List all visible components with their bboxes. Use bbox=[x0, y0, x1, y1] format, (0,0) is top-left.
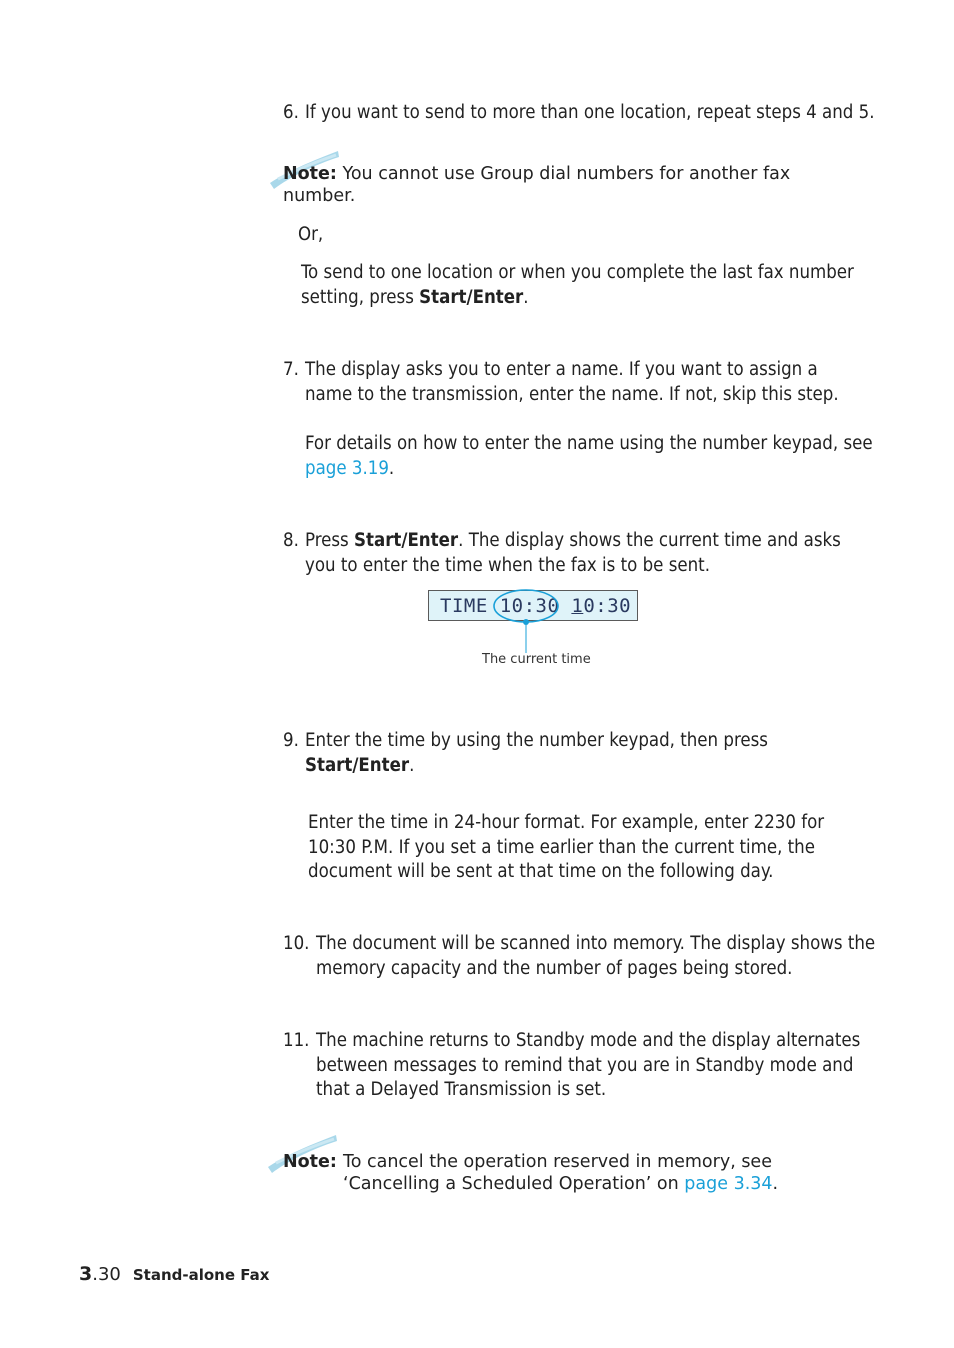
detail-text: For details on how to enter the name using the number keypad, see bbox=[305, 433, 873, 454]
page-number: .30 bbox=[92, 1264, 121, 1285]
note-text: You cannot use Group dial numbers for another fax number. bbox=[283, 164, 791, 206]
alt-text: To send to one location or when you complete the last fax number setting, press bbox=[301, 262, 854, 308]
start-enter-key: Start/Enter bbox=[305, 754, 410, 776]
start-enter-key: Start/Enter bbox=[354, 530, 459, 551]
note-1 bbox=[283, 163, 843, 207]
lcd-entry-cursor: 1 bbox=[571, 595, 584, 617]
step-number: 9. bbox=[283, 730, 299, 751]
step-number: 10. bbox=[283, 933, 310, 954]
page-link-3-34[interactable]: page 3.34 bbox=[684, 1174, 773, 1194]
note-label: Note: bbox=[283, 1152, 337, 1172]
start-enter-key: Start/Enter bbox=[419, 286, 524, 308]
step-text bbox=[283, 729, 785, 778]
step-11 bbox=[283, 1029, 883, 1103]
step-6 bbox=[283, 101, 883, 126]
note-label: Note: bbox=[283, 164, 337, 184]
step-text: The machine returns to Standby mode and the display alternates between messages to remind that you are in Standby mode and that a Delayed Transmission is set. bbox=[316, 1030, 861, 1100]
step-number: 6. bbox=[283, 102, 299, 123]
lcd-entry-time: 0:30 bbox=[583, 595, 632, 617]
note-line-2-text: ‘Cancelling a Scheduled Operation’ on bbox=[343, 1174, 685, 1194]
step-10 bbox=[283, 932, 883, 981]
chapter-title: Stand-alone Fax bbox=[132, 1266, 270, 1284]
callout-caption: The current time bbox=[482, 652, 591, 667]
note-line-2 bbox=[283, 1173, 843, 1195]
step-text-post: . The display shows the current time and asks you to enter the time when the fax is to be sent. bbox=[305, 530, 841, 576]
note-line-2-post: . bbox=[772, 1174, 779, 1194]
step-text bbox=[283, 529, 853, 578]
step-text-pre: Press bbox=[305, 530, 355, 551]
page-footer bbox=[79, 1263, 269, 1285]
step-text-post: . bbox=[409, 754, 415, 776]
lcd-current-time: 10:30 bbox=[499, 595, 560, 617]
alt-post: . bbox=[523, 286, 529, 308]
step-text: If you want to send to more than one location, repeat steps 4 and 5. bbox=[305, 102, 875, 123]
step-detail bbox=[283, 432, 883, 481]
step-7 bbox=[283, 358, 883, 481]
step-6-alternative bbox=[301, 261, 871, 310]
page-link-3-19[interactable]: page 3.19 bbox=[305, 457, 389, 479]
step-number: 7. bbox=[283, 359, 299, 380]
step-number: 11. bbox=[283, 1030, 310, 1051]
step-8 bbox=[283, 529, 883, 578]
step-detail: Enter the time in 24-hour format. For example, enter 2230 for 10:30 P.M. If you set a time earlier than the current time, the document will be sent at that time on the following day. bbox=[308, 812, 825, 882]
or-label: Or, bbox=[298, 224, 324, 245]
step-9 bbox=[283, 729, 883, 885]
step-number: 8. bbox=[283, 530, 299, 551]
step-text: The document will be scanned into memory. The display shows the memory capacity and the number of pages being stored. bbox=[316, 933, 876, 979]
note-2 bbox=[283, 1151, 843, 1195]
lcd-label: TIME bbox=[440, 595, 488, 617]
step-text-pre: Enter the time by using the number keypad, then press bbox=[305, 730, 768, 751]
or-text bbox=[298, 223, 898, 248]
detail-post: . bbox=[388, 457, 395, 479]
step-text: The display asks you to enter a name. If you want to assign a name to the transmission, enter the name. If not, skip this step. bbox=[305, 359, 839, 405]
note-line-1: To cancel the operation reserved in memory, see bbox=[343, 1152, 772, 1172]
current-time-callout bbox=[488, 587, 568, 657]
chapter-number: 3 bbox=[79, 1263, 93, 1285]
